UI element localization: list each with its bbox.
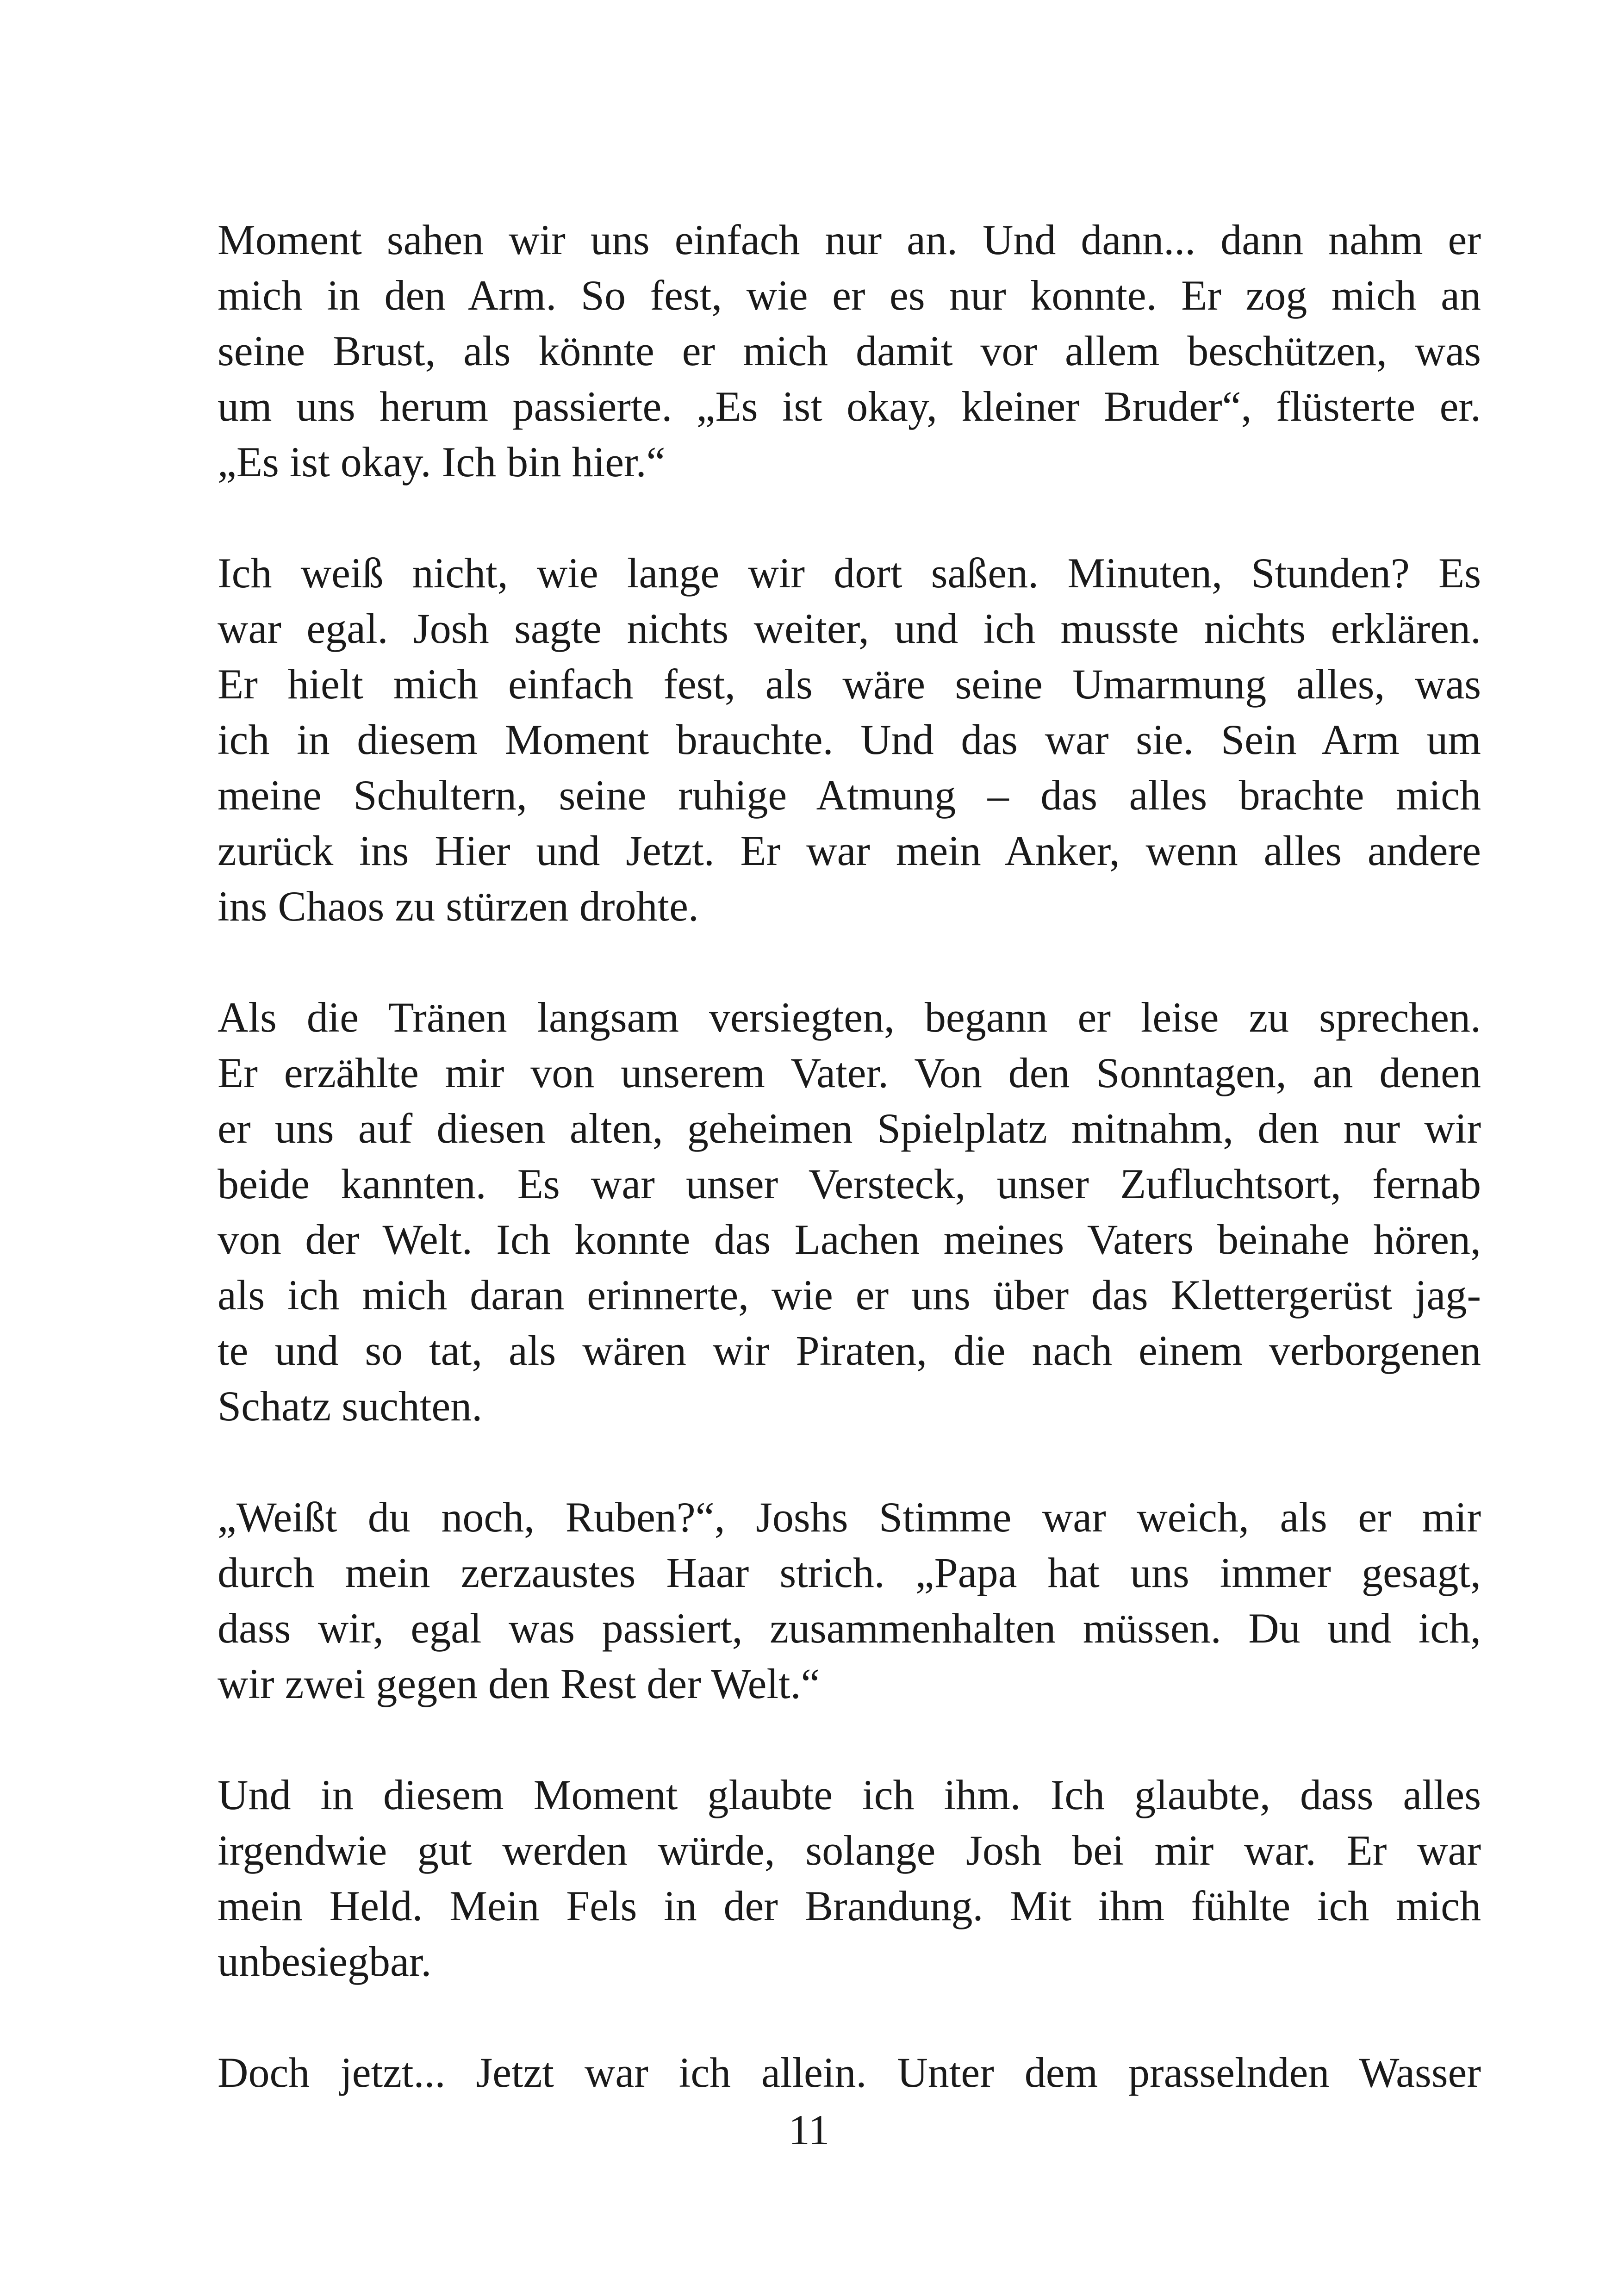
text-line: beide kannten. Es war unser Versteck, unser Zufluchtsort, fernab xyxy=(218,1160,1481,1207)
text-line: unbesiegbar. xyxy=(218,1938,432,1985)
text-line: seine Brust, als könnte er mich damit vor allem beschützen, was xyxy=(218,327,1481,374)
paragraph xyxy=(218,212,1481,490)
paragraph xyxy=(218,1767,1481,1989)
text-line: Und in diesem Moment glaubte ich ihm. Ich glaubte, dass alles xyxy=(218,1771,1481,1818)
text-line: Schatz suchten. xyxy=(218,1382,483,1430)
paragraph xyxy=(218,989,1481,1434)
text-line: als ich mich daran erinnerte, wie er uns über das Klettergerüst jag- xyxy=(218,1271,1481,1319)
text-line: „Weißt du noch, Ruben?“, Joshs Stimme war weich, als er mir xyxy=(218,1493,1481,1541)
text-line: wir zwei gegen den Rest der Welt.“ xyxy=(218,1660,820,1707)
text-line: zurück ins Hier und Jetzt. Er war mein Anker, wenn alles andere xyxy=(218,827,1481,874)
text-line: war egal. Josh sagte nichts weiter, und ich musste nichts erklären. xyxy=(218,605,1481,652)
text-line: mich in den Arm. So fest, wie er es nur konnte. Er zog mich an xyxy=(218,272,1481,319)
paragraph xyxy=(218,2045,1481,2100)
paragraph xyxy=(218,1489,1481,1711)
text-line: Er erzählte mir von unserem Vater. Von den Sonntagen, an denen xyxy=(218,1049,1481,1096)
text-line: dass wir, egal was passiert, zusammenhalten müssen. Du und ich, xyxy=(218,1605,1481,1652)
text-line: Als die Tränen langsam versiegten, begann er leise zu sprechen. xyxy=(218,994,1481,1041)
text-line: „Es ist okay. Ich bin hier.“ xyxy=(218,438,666,485)
text-line: te und so tat, als wären wir Piraten, die nach einem verborgenen xyxy=(218,1327,1481,1374)
text-line: von der Welt. Ich konnte das Lachen meines Vaters beinahe hören, xyxy=(218,1216,1481,1263)
text-line: meine Schultern, seine ruhige Atmung – das alles brachte mich xyxy=(218,772,1481,819)
body-text xyxy=(218,212,1481,2100)
text-line: Er hielt mich einfach fest, als wäre seine Umarmung alles, was xyxy=(218,660,1481,708)
text-line: um uns herum passierte. „Es ist okay, kleiner Bruder“, flüsterte er. xyxy=(218,383,1481,430)
text-line: mein Held. Mein Fels in der Brandung. Mit ihm fühlte ich mich xyxy=(218,1882,1481,1929)
paragraph xyxy=(218,545,1481,934)
text-line: Moment sahen wir uns einfach nur an. Und dann... dann nahm er xyxy=(218,216,1481,263)
text-line: er uns auf diesen alten, geheimen Spielplatz mitnahm, den nur wir xyxy=(218,1105,1481,1152)
text-line: irgendwie gut werden würde, solange Josh bei mir war. Er war xyxy=(218,1827,1481,1874)
text-line: Ich weiß nicht, wie lange wir dort saßen. Minuten, Stunden? Es xyxy=(218,549,1481,597)
text-line: ins Chaos zu stürzen drohte. xyxy=(218,883,699,930)
page-number: 11 xyxy=(788,2106,830,2153)
text-line: Doch jetzt... Jetzt war ich allein. Unter dem prasselnden Wasser xyxy=(218,2049,1481,2096)
text-line: ich in diesem Moment brauchte. Und das war sie. Sein Arm um xyxy=(218,716,1481,763)
text-line: durch mein zerzaustes Haar strich. „Papa hat uns immer gesagt, xyxy=(218,1549,1481,1596)
